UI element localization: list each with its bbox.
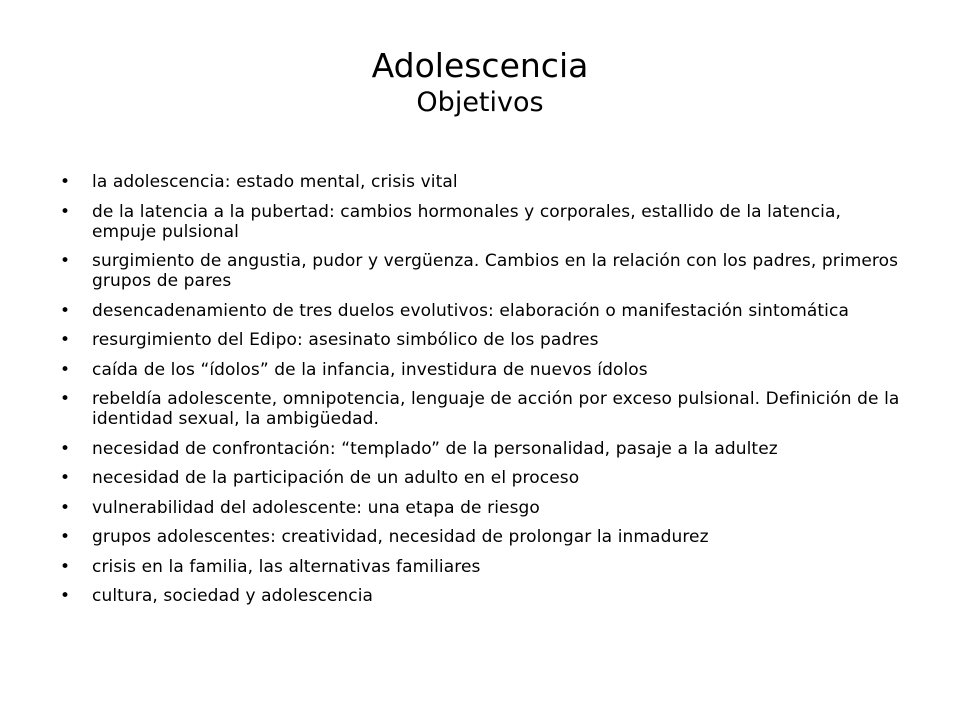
bullet-text: resurgimiento del Edipo: asesinato simbólico de los padres	[92, 330, 599, 350]
bullet-item	[56, 439, 906, 459]
bullet-text: la adolescencia: estado mental, crisis vital	[92, 172, 458, 192]
slide-title: Adolescencia	[371, 46, 589, 85]
bullet-text: vulnerabilidad del adolescente: una etapa de riesgo	[92, 497, 540, 518]
bullet-text: desencadenamiento de tres duelos evolutivos: elaboración o manifestación sintomática	[92, 300, 849, 321]
bullet-icon: •	[60, 251, 71, 271]
bullet-item	[56, 360, 906, 380]
bullet-item	[56, 172, 906, 192]
slide-subtitle: Objetivos	[416, 87, 544, 118]
bullet-icon: •	[60, 438, 71, 459]
bullet-icon: •	[60, 586, 71, 606]
bullet-item	[56, 527, 906, 547]
title-block	[0, 46, 960, 120]
bullet-item	[56, 202, 906, 242]
bullet-icon: •	[60, 468, 71, 488]
bullet-icon: •	[60, 300, 71, 321]
bullet-text: cultura, sociedad y adolescencia	[92, 586, 374, 606]
bullet-list	[56, 172, 906, 616]
bullet-item	[56, 498, 906, 518]
bullet-text: crisis en la familia, las alternativas familiares	[92, 556, 481, 577]
bullet-item	[56, 301, 906, 321]
bullet-icon: •	[60, 172, 71, 192]
bullet-item	[56, 389, 906, 429]
bullet-text: rebeldía adolescente, omnipotencia, lenguaje de acción por exceso pulsional. Definición de la identidad sexual, la ambigüedad.	[92, 389, 900, 429]
bullet-icon: •	[60, 556, 71, 577]
bullet-icon: •	[60, 201, 71, 222]
bullet-icon: •	[60, 330, 71, 350]
bullet-item	[56, 468, 906, 488]
bullet-text: surgimiento de angustia, pudor y vergüenza. Cambios en la relación con los padres, primeros grupos de pares	[92, 251, 899, 291]
bullet-icon: •	[60, 359, 71, 380]
bullet-icon: •	[60, 389, 71, 409]
bullet-text: necesidad de confrontación: “templado” de la personalidad, pasaje a la adultez	[92, 438, 778, 459]
bullet-text: necesidad de la participación de un adulto en el proceso	[92, 468, 580, 488]
bullet-text: grupos adolescentes: creatividad, necesidad de prolongar la inmadurez	[92, 527, 709, 547]
bullet-item	[56, 251, 906, 291]
bullet-icon: •	[60, 527, 71, 547]
bullet-item	[56, 557, 906, 577]
bullet-item	[56, 586, 906, 606]
bullet-text: de la latencia a la pubertad: cambios hormonales y corporales, estallido de la latencia, empuje pulsional	[92, 201, 842, 242]
bullet-item	[56, 330, 906, 350]
bullet-text: caída de los “ídolos” de la infancia, investidura de nuevos ídolos	[92, 359, 648, 380]
bullet-icon: •	[60, 497, 71, 518]
